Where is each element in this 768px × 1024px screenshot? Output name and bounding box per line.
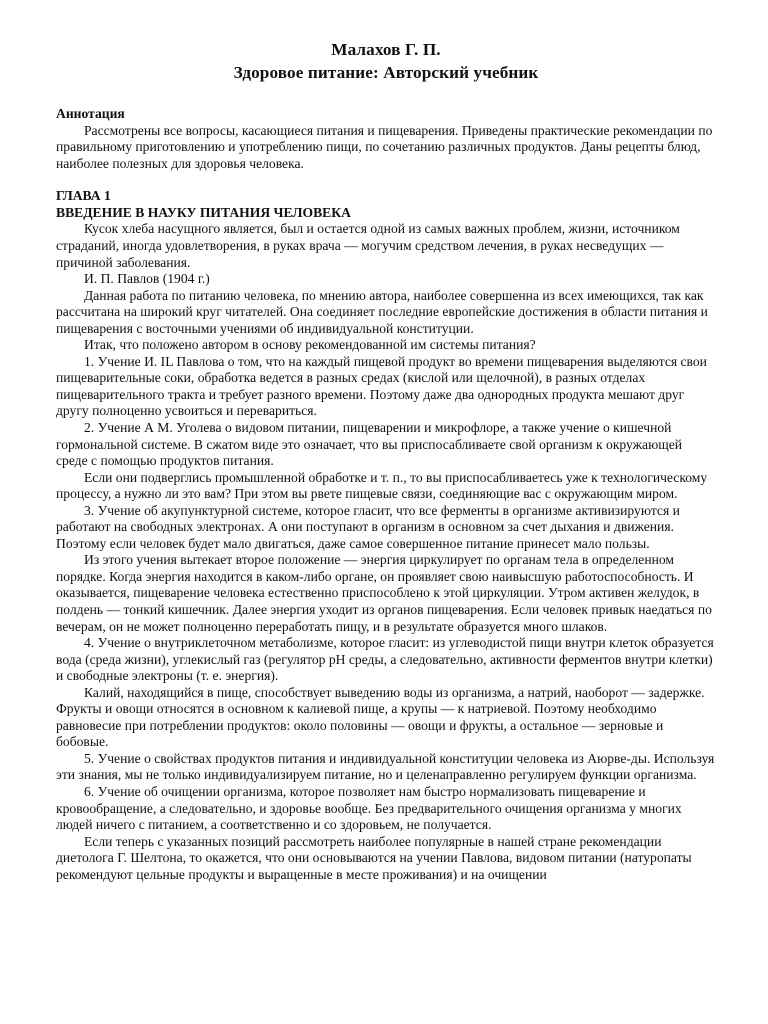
paragraph: Если теперь с указанных позиций рассмотреть наиболее популярные в нашей стране рекомендации диетолога Г. Шелтона, то окажется, что они основываются на учении Павлова, видовом питании (натуропаты рекомендуют цельные продукты и выращенные в месте проживания) и на очищении [56,833,692,882]
book-title: Здоровое питание: Авторский учебник [233,63,539,82]
paragraph: И. П. Павлов (1904 г.) [84,271,210,287]
section-gap [56,172,716,188]
annotation-heading: Аннотация [56,106,125,121]
chapter-section [56,188,716,883]
author-name: Малахов Г. П. [331,40,441,59]
paragraph: 4. Учение о внутриклеточном метаболизме, которое гласит: из углеводистой пищи внутри клеток образуется вода (среда жизни), углекислый газ (регулятор рН среды, а следовательно, активности ферментов внутри клетки) и свободные электроны (т. е. энергия). [56,635,714,684]
paragraph: 6. Учение об очищении организма, которое позволяет нам быстро нормализовать пищеварение и кровообращение, а следовательно, и здоровье вообще. Без предварительного очищения организма у многих людей ничего с питанием, а соответственно и со здоровьем, не получается. [56,784,682,833]
annotation-section [56,106,716,172]
title-block [56,38,716,84]
paragraph: Калий, находящийся в пище, способствует выведению воды из организма, а натрий, наоборот — задержке. Фрукты и овощи относятся в основном к калиевой пище, а крупы — к натриевой. Поэтому необходимо равновесие при потреблении продуктов: около половины — овощи и фрукты, а остальное — зерновые и бобовые. [56,684,705,750]
paragraph: 3. Учение об акупунктурной системе, которое гласит, что все ферменты в организме активизируются и работают на свободных электронах. А они поступают в организм в основном за счет дыхания и движения. Поэтому если человек будет мало двигаться, даже самое совершенное питание принесет мало пользы. [56,502,680,551]
paragraph: Кусок хлеба насущного является, был и остается одной из самых важных проблем, жизни, источником страданий, иногда удовлетворения, в руках врача — могучим средством лечения, в руках несведущих — причиной заболевания. [56,221,680,270]
chapter-title: ВВЕДЕНИЕ В НАУКУ ПИТАНИЯ ЧЕЛОВЕКА [56,204,351,220]
paragraph: 5. Учение о свойствах продуктов питания и индивидуальной конституции человека из Аюрве-ды. Используя эти знания, мы не только индивидуализируем питание, но и целенаправленно регулируем функции организма. [56,750,715,783]
paragraph: Из этого учения вытекает второе положение — энергия циркулирует по органам тела в определенном порядке. Когда энергия находится в каком-либо органе, он проявляет свою наивысшую работоспособность. И оказывается, пищеварение человека естественно приспособлено к этой циркуляции. Утром активен желудок, в полдень — тонкий кишечник. Далее энергия уходит из органов пищеварения. Если человек привык наедаться по вечерам, он не может полноценно переработать пищу, и в результате образуется много шлаков. [56,552,712,634]
paragraph: Если они подверглись промышленной обработке и т. п., то вы приспосабливаетесь уже к технологическому процессу, а нужно ли это вам? При этом вы рвете пищевые связи, соединяющие вас с окружающим миром. [56,469,708,502]
annotation-text: Рассмотрены все вопросы, касающиеся питания и пищеварения. Приведены практические рекомендации по правильному приготовлению и употреблению пищи, по сочетанию различных продуктов. Даны рецепты блюд, наиболее полезных для здоровья человека. [56,122,713,171]
paragraph: 1. Учение И. IL Павлова о том, что на каждый пищевой продукт во времени пищеварения выделяются свои пищеварительные соки, обработка ведется в разных средах (кислой или щелочной), в разных отделах пищеварительного тракта и требует разного времени. Поэтому даже два однородных продукта мешают друг другу полноценно усвоиться и перевариться. [56,353,707,419]
paragraph: Итак, что положено автором в основу рекомендованной им системы питания? [84,337,536,353]
paragraph: Данная работа по питанию человека, по мнению автора, наиболее совершенна из всех имеющихся, так как рассчитана на широкий круг читателей. Она соединяет последние европейские достижения в области питания и пищеварения с восточными учениями об индивидуальной конституции. [56,287,708,336]
chapter-label: ГЛАВА 1 [56,188,111,204]
paragraph: 2. Учение А М. Уголева о видовом питании, пищеварении и микрофлоре, а также учение о кишечной гормональной системе. В сжатом виде это означает, что вы приспосабливаете свой организм к окружающей среде с помощью продуктов питания. [56,419,683,469]
